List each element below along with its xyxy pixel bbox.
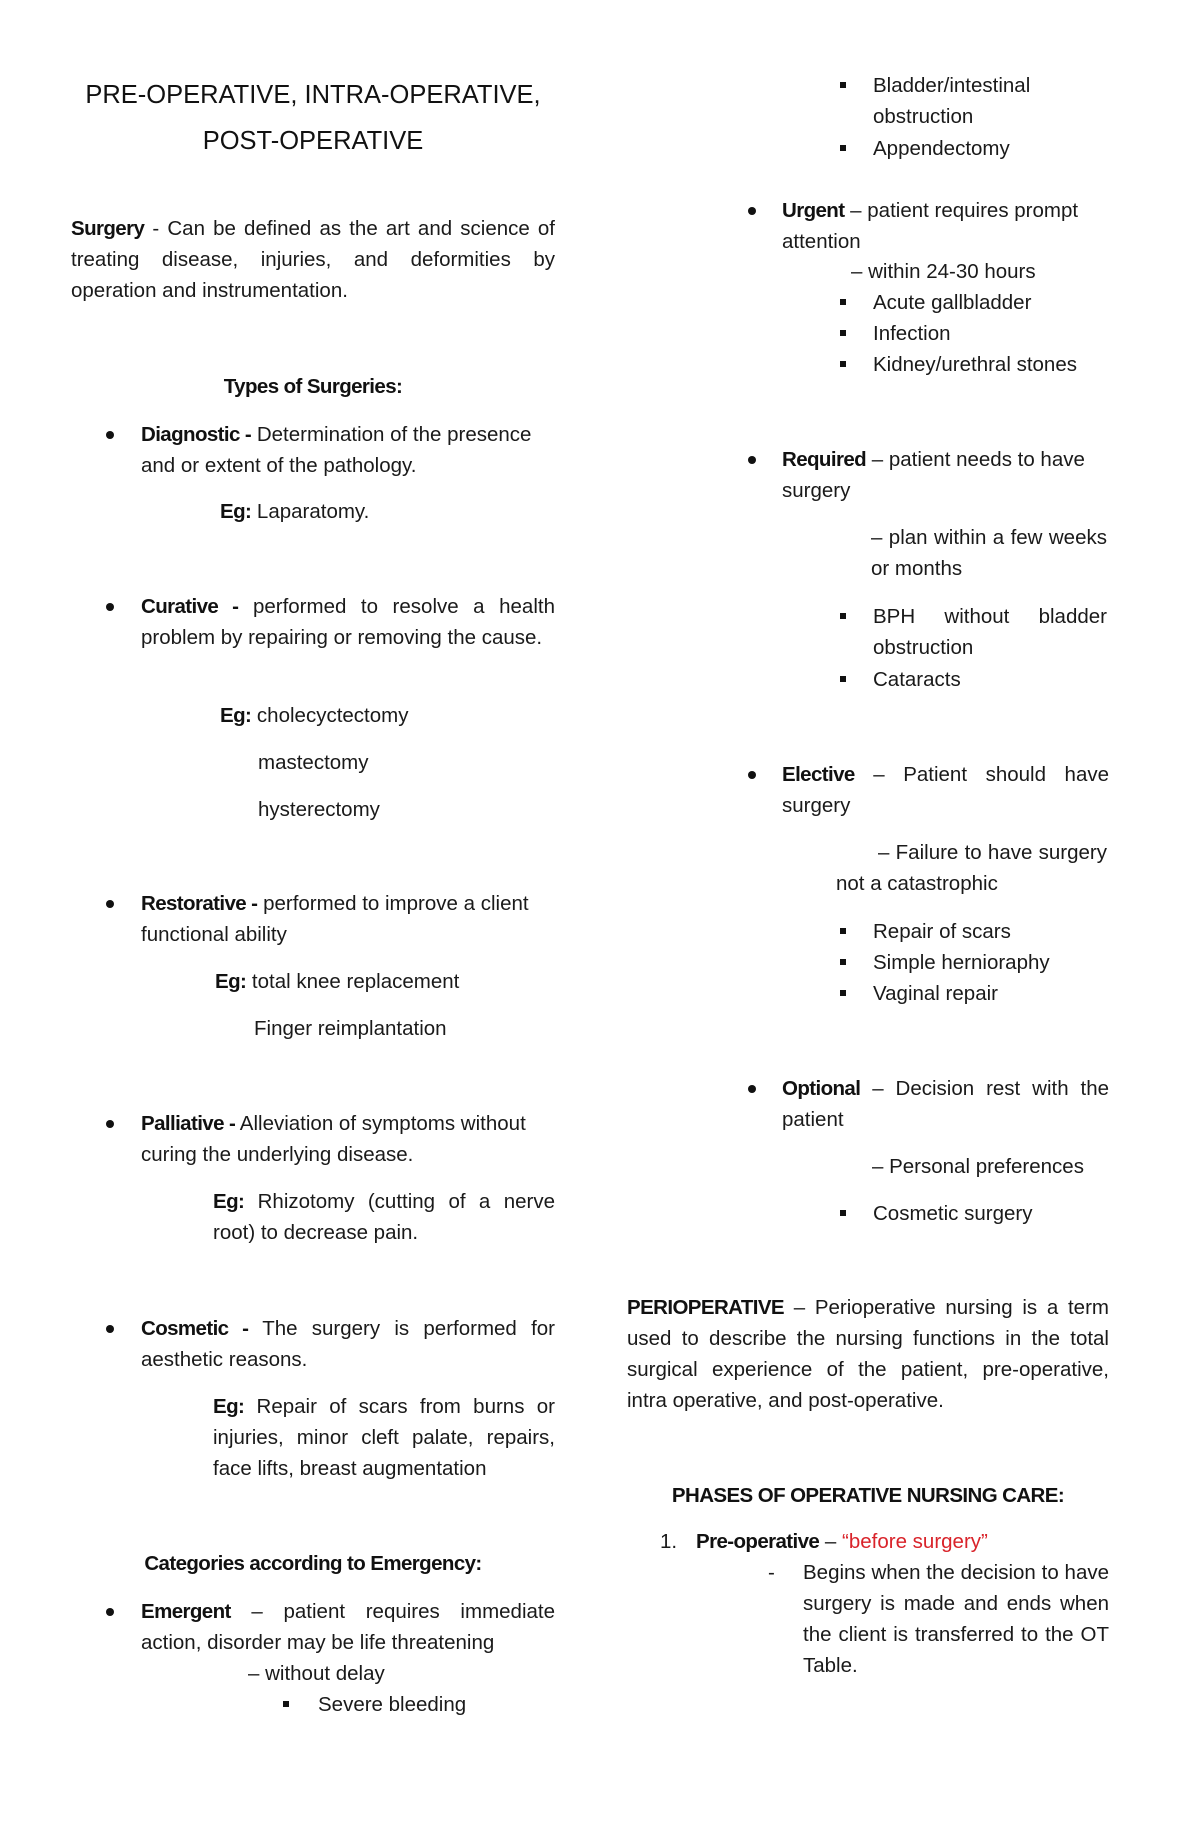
square-bullet-icon [840, 676, 846, 682]
type-cosmetic [141, 1313, 555, 1375]
emergent-item-1: Severe bleeding [318, 1693, 467, 1716]
curative-example-2: mastectomy [258, 751, 369, 774]
restorative-eg-1: total knee replacement [246, 970, 460, 993]
square-bullet-icon [840, 613, 846, 619]
elective-item-1: Repair of scars [873, 920, 1011, 943]
type-palliative [141, 1108, 555, 1170]
type-restorative [141, 888, 555, 950]
page-title [71, 72, 555, 164]
elective-desc: – Patient should have surgery [782, 763, 1109, 817]
eg-label: Eg: [220, 704, 252, 727]
optional-timing: – Personal preferences [872, 1155, 1084, 1178]
emergent-desc: – patient requires immediate action, disorder may be life threatening [141, 1600, 555, 1654]
palliative-desc: Alleviation of symptoms without curing the underlying disease. [141, 1112, 526, 1166]
urgent-desc: – patient requires prompt attention [782, 199, 1079, 253]
preop-quote: “before surgery” [842, 1530, 988, 1553]
category-elective [782, 759, 1109, 821]
square-bullet-icon [840, 361, 846, 367]
perioperative-definition [627, 1292, 1109, 1416]
square-bullet-icon [283, 1701, 289, 1707]
curative-example-3: hysterectomy [258, 798, 380, 821]
bullet-icon [106, 603, 114, 611]
bullet-icon [748, 1085, 756, 1093]
surgery-definition [71, 213, 555, 306]
square-bullet-icon [840, 1210, 846, 1216]
type-curative [141, 591, 555, 653]
emergent-term: Emergent [141, 1600, 231, 1623]
restorative-desc: performed to improve a client functional ability [141, 892, 529, 946]
curative-eg-1: cholecyctectomy [251, 704, 409, 727]
bullet-icon [106, 1120, 114, 1128]
square-bullet-icon [840, 330, 846, 336]
urgent-item-1: Acute gallbladder [873, 291, 1032, 314]
bullet-icon [748, 456, 756, 464]
bullet-icon [106, 900, 114, 908]
required-term: Required [782, 448, 867, 471]
square-bullet-icon [840, 959, 846, 965]
elective-item-2: Simple hernioraphy [873, 951, 1050, 974]
types-heading: Types of Surgeries: [223, 375, 403, 398]
eg-label: Eg: [215, 970, 247, 993]
cosmetic-term: Cosmetic - [141, 1317, 249, 1340]
diagnostic-term: Diagnostic - [141, 423, 252, 446]
preop-description: Begins when the decision to have surgery is made and ends when the client is transferred to the OT Table. [803, 1561, 1109, 1677]
eg-label: Eg: [213, 1190, 245, 1213]
preop-dash-marker: - [768, 1561, 775, 1584]
urgent-item-2: Infection [873, 322, 951, 345]
diagnostic-desc: Determination of the presence and or extent of the pathology. [141, 423, 532, 477]
palliative-eg: Rhizotomy (cutting of a nerve root) to decrease pain. [213, 1190, 555, 1244]
perioperative-desc: – Perioperative nursing is a term used to describe the nursing functions in the total surgical experience of the patient, pre-operative, intra operative, and post-operative. [627, 1296, 1109, 1412]
required-desc: – patient needs to have surgery [782, 448, 1085, 502]
emergent-item-2: Bladder/intestinal obstruction [873, 74, 1031, 128]
bullet-icon [106, 431, 114, 439]
restorative-example-2: Finger reimplantation [254, 1017, 447, 1040]
title-line-1: PRE-OPERATIVE, INTRA-OPERATIVE, [85, 81, 541, 109]
palliative-example [213, 1186, 555, 1248]
surgery-desc: - Can be defined as the art and science of treating disease, injuries, and deformities by operation and instrumentation. [71, 217, 555, 302]
cosmetic-eg: Repair of scars from burns or injuries, minor cleft palate, repairs, face lifts, breast augmentation [213, 1395, 555, 1480]
curative-term: Curative - [141, 595, 239, 618]
perioperative-term: PERIOPERATIVE [627, 1296, 784, 1319]
optional-item-1: Cosmetic surgery [873, 1202, 1033, 1225]
curative-desc: performed to resolve a health problem by repairing or removing the cause. [141, 595, 555, 649]
category-optional [782, 1073, 1109, 1135]
surgery-term: Surgery [71, 217, 145, 240]
bullet-icon [106, 1325, 114, 1333]
diagnostic-eg: Laparatomy. [251, 500, 370, 523]
restorative-example-1 [215, 966, 459, 997]
square-bullet-icon [840, 990, 846, 996]
category-required [782, 444, 1109, 506]
bullet-icon [106, 1608, 114, 1616]
title-line-2: POST-OPERATIVE [202, 127, 424, 155]
required-item-1: BPH without bladder obstruction [873, 605, 1107, 659]
optional-term: Optional [782, 1077, 861, 1100]
required-timing: – plan within a few weeks or months [871, 526, 1107, 580]
square-bullet-icon [840, 299, 846, 305]
optional-desc: – Decision rest with the patient [782, 1077, 1109, 1131]
phases-heading: PHASES OF OPERATIVE NURSING CARE: [671, 1484, 1065, 1507]
square-bullet-icon [840, 928, 846, 934]
emergent-timing: – without delay [248, 1662, 385, 1685]
phase-number-1: 1. [660, 1530, 678, 1553]
elective-timing: – Failure to have surgery not a catastrophic [836, 841, 1107, 895]
restorative-term: Restorative - [141, 892, 258, 915]
urgent-term: Urgent [782, 199, 845, 222]
cosmetic-desc: The surgery is performed for aesthetic reasons. [141, 1317, 555, 1371]
elective-item-3: Vaginal repair [873, 982, 998, 1005]
phase-preoperative [696, 1526, 1109, 1557]
square-bullet-icon [840, 145, 846, 151]
category-emergent [141, 1596, 555, 1658]
emergent-item-3: Appendectomy [873, 137, 1010, 160]
preop-term: Pre-operative [696, 1530, 820, 1553]
eg-label: Eg: [220, 500, 252, 523]
curative-example-1 [220, 700, 408, 731]
categories-heading: Categories according to Emergency: [144, 1552, 482, 1575]
cosmetic-example [213, 1391, 555, 1484]
bullet-icon [748, 207, 756, 215]
square-bullet-icon [840, 82, 846, 88]
elective-term: Elective [782, 763, 855, 786]
category-urgent [782, 195, 1109, 257]
preop-dash: – [819, 1530, 843, 1553]
palliative-term: Palliative - [141, 1112, 236, 1135]
diagnostic-example [220, 496, 369, 527]
type-diagnostic [141, 419, 555, 481]
bullet-icon [748, 771, 756, 779]
urgent-timing: – within 24-30 hours [851, 260, 1036, 283]
eg-label: Eg: [213, 1395, 245, 1418]
urgent-item-3: Kidney/urethral stones [873, 353, 1077, 376]
required-item-2: Cataracts [873, 668, 961, 691]
